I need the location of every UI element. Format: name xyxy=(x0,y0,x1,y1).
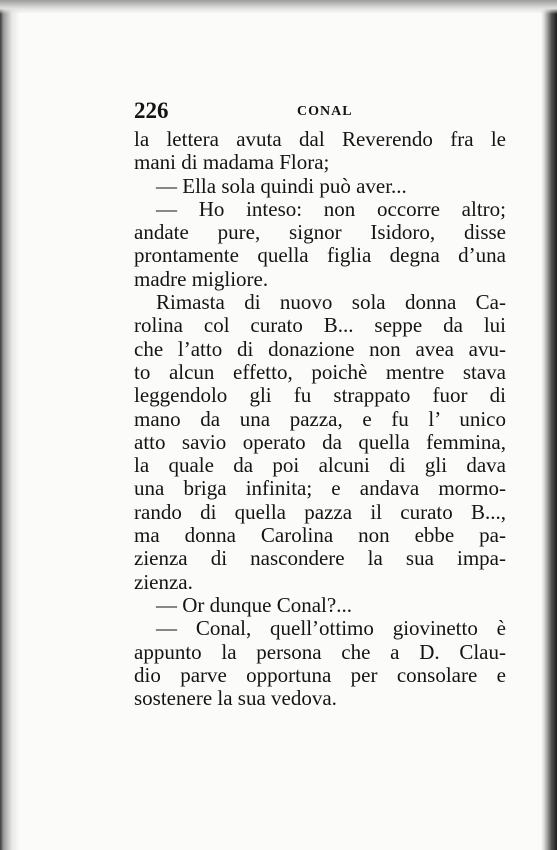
text-line: la quale da poi alcuni di gli dava xyxy=(134,453,506,478)
text-line: — Ho inteso: non occorre altro; xyxy=(156,196,506,221)
page-top-edge-shadow xyxy=(0,0,557,14)
text-line: madre migliore. xyxy=(134,266,269,291)
running-head: CONAL xyxy=(297,104,353,119)
text-line: prontamente quella figlia degna d’una xyxy=(134,243,506,268)
text-line: to alcun effetto, poichè mentre stava xyxy=(134,359,506,384)
text-line: mani di madama Flora; xyxy=(134,150,330,175)
text-line: una briga infinita; e andava mormo- xyxy=(134,476,506,501)
text-line: — Conal, quell’ottimo giovinetto è xyxy=(156,616,506,641)
text-line: Rimasta di nuovo sola donna Ca- xyxy=(156,290,506,315)
text-line: la lettera avuta dal Reverendo fra le xyxy=(134,127,506,151)
text-line: rolina col curato B... seppe da lui xyxy=(134,313,506,338)
text-line: sostenere la sua vedova. xyxy=(134,686,337,711)
text-line: — Ella sola quindi può aver... xyxy=(156,173,407,198)
page-right-edge-shadow xyxy=(541,0,557,850)
text-line: zienza. xyxy=(134,569,193,594)
page-left-edge-shadow xyxy=(0,0,20,850)
text-line: che l’atto di donazione non avea avu- xyxy=(134,336,506,361)
text-line: — Or dunque Conal?... xyxy=(156,592,352,617)
text-line: rando di quella pazza il curato B..., xyxy=(134,499,506,524)
text-line: atto savio operato da quella femmina, xyxy=(134,429,506,454)
text-line: andate pure, signor Isidoro, disse xyxy=(134,220,506,245)
page-number: 226 xyxy=(134,98,169,123)
text-line: ma donna Carolina non ebbe pa- xyxy=(134,523,506,548)
text-body xyxy=(134,128,506,710)
page-header xyxy=(134,98,504,128)
text-line: mano da una pazza, e fu l’ unico xyxy=(134,406,506,431)
text-line: dio parve opportuna per consolare e xyxy=(134,662,506,687)
text-line: leggendolo gli fu strappato fuor di xyxy=(134,383,506,408)
text-line: appunto la persona che a D. Clau- xyxy=(134,639,506,664)
text-line: zienza di nascondere la sua impa- xyxy=(134,546,506,571)
